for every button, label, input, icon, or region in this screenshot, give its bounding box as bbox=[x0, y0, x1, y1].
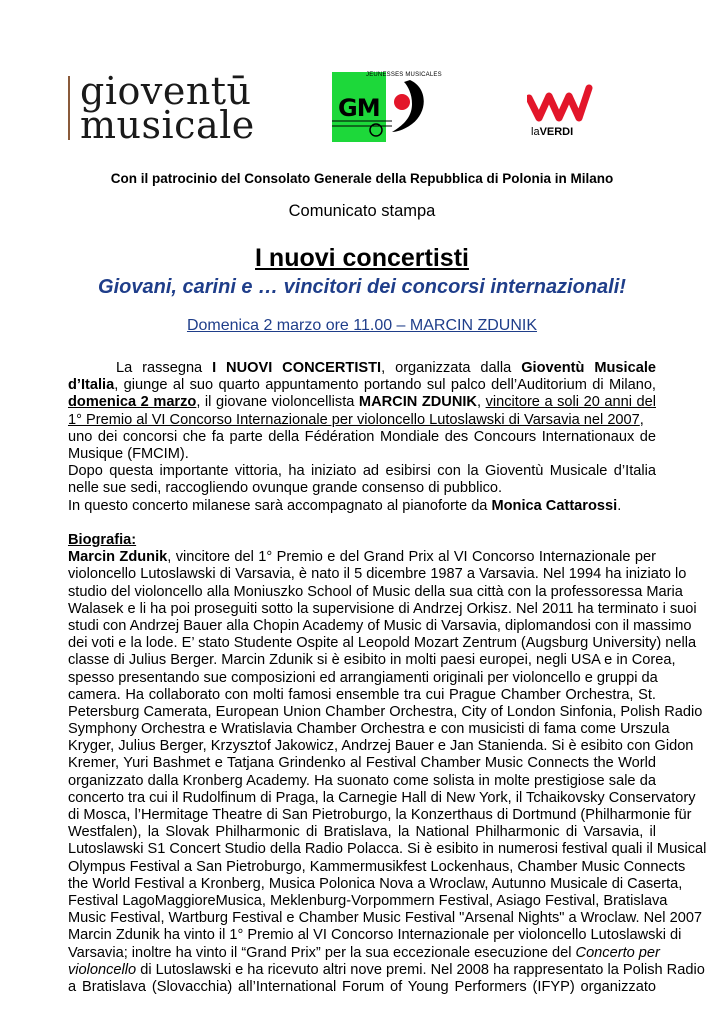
bio-line: Petersburg Camerata, European Union Chamber Orchestra, City of London Sinfonia, Polish Radio bbox=[68, 703, 703, 720]
bio-line: Olympus Festival a San Pietroburgo, Kammermusikfest Lockenhaus, Chamber Music Connects bbox=[68, 858, 686, 875]
logo-gm-line1: gioventū bbox=[80, 69, 252, 113]
verdi-wave-icon bbox=[527, 84, 597, 124]
bio-line: Kremer, Yuri Bashmet e Tatjana Grindenko al Festival Chamber Music Connects the World bbox=[68, 755, 656, 772]
patronage-line: Con il patrocinio del Consolato Generale della Repubblica di Polonia in Milano bbox=[110, 171, 614, 186]
intro-line: nelle sue sedi, raccogliendo ovunque grande consenso di pubblico. bbox=[68, 480, 503, 497]
laverdi-logo bbox=[527, 84, 597, 144]
intro-line: domenica 2 marzo, il giovane violoncellista MARCIN ZDUNIK, vincitore a soli 20 anni del bbox=[68, 394, 656, 411]
bio-line: Marcin Zdunik ha vinto il 1° Premio al VI Concorso Internazionale per violoncello Lutoslawski di bbox=[68, 927, 682, 944]
press-release-label: Comunicato stampa bbox=[288, 202, 436, 220]
intro-line: 1° Premio al VI Concorso Internazionale per violoncello Lutoslawski di Varsavia nel 2007, bbox=[68, 411, 644, 428]
bio-line: spesso presentando sue composizioni ed arrangiamenti originali per violoncello e gruppi da bbox=[68, 669, 658, 686]
logo-divider bbox=[68, 76, 70, 140]
bio-line: the World Festival a Kronberg, Musica Polonica Nova a Wroclaw, Autunno Musicale di Caserta, bbox=[68, 875, 683, 892]
intro-paragraph bbox=[68, 360, 656, 515]
intro-line: Dopo questa importante vittoria, ha iniziato ad esibirsi con la Gioventù Musicale d’Italia bbox=[68, 463, 656, 480]
bio-line: Music Festival, Wartburg Festival e Chamber Music Festival "Arsenal Nights" a Wroclaw. Nel 2007 bbox=[68, 910, 703, 927]
bio-line: Varsavia; inoltre ha vinto il “Grand Prix” per la sua eccezionale esecuzione del Concerto per bbox=[68, 944, 660, 961]
bio-line: violoncello Lutoslawski di Varsavia, è nato il 5 dicembre 1987 a Varsavia. Nel 1994 ha iniziato lo bbox=[68, 566, 687, 583]
intro-line: d’Italia, giunge al suo quarto appuntamento portando sul palco dell’Auditorium di Milano, bbox=[68, 377, 656, 394]
bio-line: classe di Julius Berger. Marcin Zdunik si è esibito in molti paesi europei, negli USA e in Corea, bbox=[68, 652, 676, 669]
bio-line: Lutoslawski S1 Concert Studio della Radio Polacca. Si è esibito in numerosi festival quali il Musical bbox=[68, 841, 707, 858]
page-title: I nuovi concertisti bbox=[255, 244, 469, 272]
intro-line: uno dei concorsi che fa parte della Fédération Mondiale des Concours Internationaux de bbox=[68, 428, 656, 445]
bio-line: studi con Andrzej Bauer alla Chopin Academy of Music di Varsavia, diplomandosi con il massimo bbox=[68, 617, 692, 634]
gioventu-musicale-logo bbox=[68, 69, 255, 147]
bio-line: a Bratislava (Slovacchia) all’International Forum of Young Performers (IFYP) organizzato bbox=[68, 978, 656, 995]
bio-line: organizzato dalla Kronberg Academy. Ha suonato come solista in molte prestigiose sale da bbox=[68, 772, 656, 789]
bio-line: Westfalen), la Slovak Philharmonic di Bratislava, la National Philharmonic di Varsavia, il bbox=[68, 824, 656, 841]
bio-line: Walasek e li ha poi proseguiti sotto la supervisione di Andrzej Orkisz. Nel 2011 ha terminato i suoi bbox=[68, 600, 697, 617]
logo-gm-line2: musicale bbox=[80, 103, 255, 147]
biography bbox=[68, 532, 707, 996]
bio-line: Marcin Zdunik, vincitore del 1° Premio e del Grand Prix al VI Concorso Internazionale per bbox=[68, 549, 656, 566]
bio-line: violoncello di Lutoslawski e ha ricevuto altri nove premi. Nel 2008 ha rappresentato la Polish Radio bbox=[68, 961, 705, 978]
bio-heading: Biografia: bbox=[68, 532, 137, 548]
intro-line: Musique (FMCIM). bbox=[68, 445, 189, 462]
concert-date: Domenica 2 marzo ore 11.00 – MARCIN ZDUNIK bbox=[186, 317, 538, 334]
bio-line: concerto tra cui il Rudolfinum di Praga, la Carnegie Hall di New York, il Tchaikovsky Conservatory bbox=[68, 789, 696, 806]
bio-line: studio del violoncello alla Moniuszko School of Music della sua città con la professoressa Maria bbox=[68, 583, 683, 600]
bio-line: Kryger, Julius Berger, Krzysztof Jakowicz, Andrzej Bauer e Jan Stanienda. Si è esibito con Gidon bbox=[68, 738, 694, 755]
bio-line: Symphony Orchestra e Wratislavia Chamber Orchestra e con musicisti di fama come Urszula bbox=[68, 721, 670, 738]
bio-line: Festival LagoMaggioreMusica, Meklenburg-Vorpommern Festival, Asiago Festival, Bratislava bbox=[68, 892, 668, 909]
intro-line: In questo concerto milanese sarà accompagnato al pianoforte da Monica Cattarossi. bbox=[68, 497, 622, 514]
bio-line: di Mosca, l’Hermitage Theatre di San Pietroburgo, la Konzerthaus di Dortmund (Philharmonie für bbox=[68, 807, 692, 823]
bio-line: dei voti e la lode. E’ stato Studente Ospite al Leopold Mozart Zentrum (Augsburg University) nella bbox=[68, 635, 697, 652]
logo-verdi-label: laVERDI bbox=[531, 126, 574, 138]
bio-line: camera. Ha collaborato con molti famosi ensemble tra cui Prague Chamber Orchestra, St. bbox=[68, 686, 656, 703]
logo-jm-caption: JEUNESSES MUSICALES bbox=[366, 72, 442, 78]
subtitle: Giovani, carini e … vincitori dei concorsi internazionali! bbox=[98, 276, 626, 298]
logo-jm-letters: GM bbox=[338, 94, 380, 122]
intro-line: La rassegna I NUOVI CONCERTISTI, organizzata dalla Gioventù Musicale bbox=[116, 360, 656, 376]
jeunesses-musicales-logo bbox=[332, 72, 442, 142]
